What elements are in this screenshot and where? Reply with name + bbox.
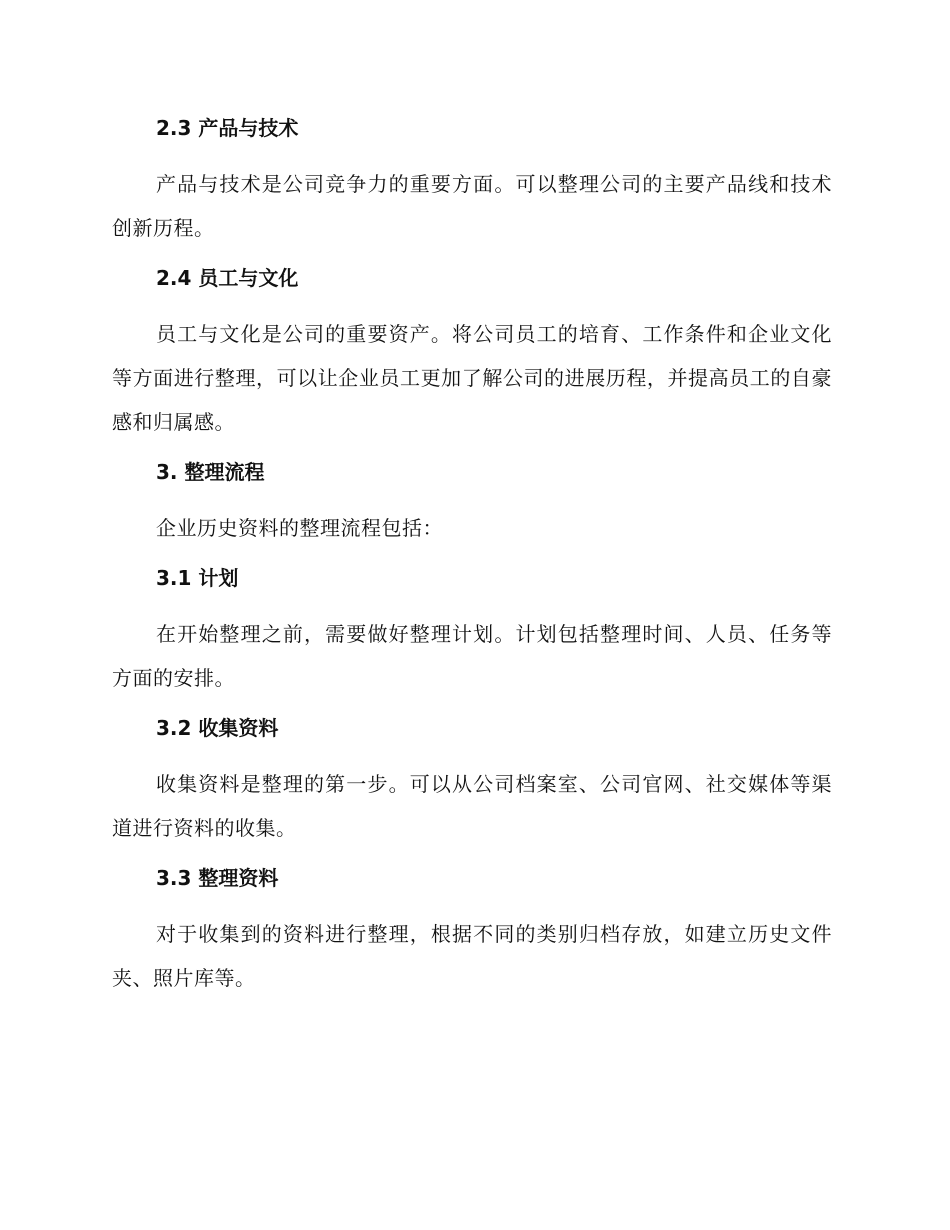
section-paragraph-3: 企业历史资料的整理流程包括：	[156, 516, 443, 540]
section-paragraph-3-3: 对于收集到的资料进行整理，根据不同的类别归档存放，如建立历史文件夹、照片库等。	[112, 922, 832, 990]
section-heading-3: 3. 整理流程	[156, 460, 265, 484]
section-paragraph-3-2: 收集资料是整理的第一步。可以从公司档案室、公司官网、社交媒体等渠道进行资料的收集。	[112, 772, 832, 840]
section-heading-3-1: 3.1 计划	[156, 566, 239, 590]
section-paragraph-2-4: 员工与文化是公司的重要资产。将公司员工的培育、工作条件和企业文化等方面进行整理，可以让企业员工更加了解公司的进展历程，并提高员工的自豪感和归属感。	[112, 322, 832, 434]
section-paragraph-2-3: 产品与技术是公司竞争力的重要方面。可以整理公司的主要产品线和技术创新历程。	[112, 172, 832, 240]
document-page	[112, 108, 832, 1008]
section-heading-2-3: 2.3 产品与技术	[156, 116, 299, 140]
section-heading-3-2: 3.2 收集资料	[156, 716, 279, 740]
section-heading-3-3: 3.3 整理资料	[156, 866, 279, 890]
section-heading-2-4: 2.4 员工与文化	[156, 266, 299, 290]
section-paragraph-3-1: 在开始整理之前，需要做好整理计划。计划包括整理时间、人员、任务等方面的安排。	[112, 622, 832, 690]
